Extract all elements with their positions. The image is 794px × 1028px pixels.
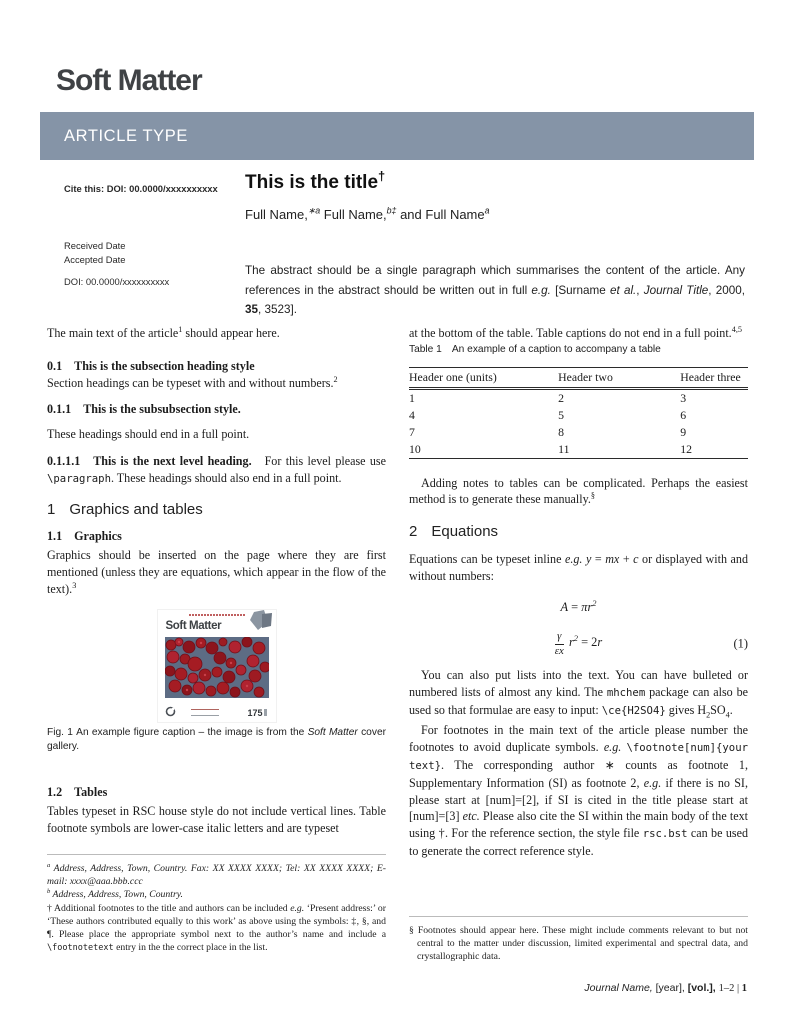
- fraction-numerator: γ: [555, 631, 564, 644]
- journal-cover-image: [158, 610, 276, 722]
- table-cell: 12: [680, 441, 692, 456]
- table-cell: 1: [409, 391, 415, 406]
- doi: DOI: 00.0000/xxxxxxxxxx: [64, 276, 170, 287]
- cover-masthead-microtext: [189, 614, 245, 616]
- fraction-denominator: εx: [554, 644, 564, 657]
- table-cell: 9: [680, 424, 687, 439]
- table-cell: 3: [680, 391, 687, 406]
- cover-page-number: 175: [247, 705, 266, 722]
- footnote-section-symbol: § Footnotes should appear here. These might include comments relevant to but not central to the matter under discussion, limited experimental and spectral data, and crystallographic data.: [409, 925, 748, 963]
- cover-artwork: [165, 637, 269, 698]
- paragraph-adding-notes: Adding notes to tables can be complicated. Perhaps the easiest method is to generate these manually.§: [409, 475, 748, 507]
- page-footer: Journal Name, [year], [vol.], 1–2 | 1: [584, 982, 747, 994]
- author-footnotes: [47, 854, 386, 955]
- article-type-banner: ARTICLE TYPE: [40, 112, 754, 160]
- table-1-caption: Table 1 An example of a caption to accompany a table: [409, 343, 661, 355]
- paragraph-next-level: 0.1.1.1 This is the next level heading. For this level please use \paragraph. These headings should also end in a full point.: [47, 453, 387, 485]
- table-row: [409, 389, 748, 407]
- paragraph-table-captions: at the bottom of the table. Table captions do not end in a full point.$^{4,5}$: [409, 324, 742, 340]
- paragraph-section-headings: Section headings can be typeset with and without numbers.$^2$: [47, 374, 338, 390]
- table-cell: 5: [558, 408, 565, 423]
- table-cell: 10: [409, 441, 421, 456]
- cover-imprint-microtext: [191, 709, 219, 716]
- cover-footer: [165, 705, 269, 718]
- table-cell: 2: [558, 391, 565, 406]
- paragraph-graphics: Graphics should be inserted on the page where they are first mentioned (unless they are equations, which appear in the flow of the text).$^3$: [47, 548, 386, 596]
- heading-graphics: 1.1 Graphics: [47, 529, 122, 544]
- figure-1: [47, 610, 386, 727]
- equation-1-number: (1): [733, 636, 748, 651]
- paragraph-lists: You can also put lists into the text. You can have bulleted or numbered lists of almost any kind. The mhchem package can also be used so that formulae are easy to input: \ce{H2SO4} gives $H_2SO_4$.: [409, 668, 749, 720]
- table-cell: 7: [409, 424, 415, 439]
- author-list: Full Name,$^{∗a}$ Full Name,$^{b\ddagger}$ and Full Name$^a$: [245, 205, 490, 222]
- table-column-header: Header two: [558, 367, 680, 389]
- table-cell: 8: [558, 424, 565, 439]
- received-date: Received Date: [64, 240, 126, 251]
- table-cell: 4: [409, 408, 415, 423]
- table-column-header: Header one (units): [409, 367, 558, 389]
- paragraph-full-point: These headings should end in a full point.: [47, 427, 250, 442]
- equation-1-body: $r^2 = 2r$: [568, 632, 603, 649]
- paragraph-footnote-numbering: For footnotes in the main text of the article please number the footnotes to avoid duplicate symbols. e.g. \footnote[num]{your text}. The corresponding author ∗ counts as footnote 1, Supplementary Information (SI) as footnote 2, e.g. if there is no SI, please start at [num]=[2], if SI is cited in the title please start at [num]=[3] etc. Please also cite the SI within the main body of the text using †. For the reference section, the style file rsc.bst can be used to generate the correct reference style.: [409, 723, 748, 858]
- table-1: [409, 367, 748, 459]
- equation-unnumbered: [409, 599, 748, 616]
- cover-title: Soft Matter: [165, 619, 222, 632]
- paragraph-intro: The main text of the article$^1$ should appear here.: [47, 324, 280, 340]
- cover-art-shape: [238, 610, 274, 638]
- accepted-date: Accepted Date: [64, 254, 126, 265]
- paragraph-equations-intro: Equations can be typeset inline e.g. y = mx + c or displayed with and without numbers:: [409, 551, 748, 583]
- table-cell: 11: [558, 441, 570, 456]
- table-cell: 6: [680, 408, 687, 423]
- table-row: [409, 407, 748, 424]
- equation-unnumbered-body: $A = \pi r^2$: [560, 597, 597, 614]
- cite-doi: Cite this: DOI: 00.0000/xxxxxxxxxx: [64, 183, 218, 194]
- table-column-header: Header three: [680, 367, 748, 389]
- figure-1-caption: Fig. 1 An example figure caption – the image is from the Soft Matter cover gallery.: [47, 727, 387, 753]
- footnote-address-a: $^a$ Address, Address, Town, Country. Fax: XX XXXX XXXX; Tel: XX XXXX XXXX; E-mail: xxxx@aaa.bbb.ccc: [47, 861, 386, 888]
- footnote-address-b: $^b$ Address, Address, Town, Country.: [47, 888, 183, 901]
- heading-subsection: 0.1 This is the subsection heading style: [47, 358, 255, 373]
- section-equations: 2 Equations: [409, 523, 499, 541]
- abstract: The abstract should be a single paragraph which summarises the content of the article. Any references in the abstract should be written out in full e.g. [Surname et al., Journal Title, 2000, 35, 3523].: [245, 264, 746, 316]
- footnote-dagger: † Additional footnotes to the title and authors can be included e.g. ‘Present address:’ or ‘These authors contributed equally to this work’ as above using the symbols: ‡, §, and ¶. Please place the appropriate symbol next to the author’s name and include a \footnotetext entry in the the correct place in the list.: [47, 902, 386, 954]
- right-column: [409, 325, 748, 860]
- equation-1-fraction: [555, 631, 564, 657]
- article-title: This is the title†: [245, 168, 386, 193]
- table-row: [409, 441, 748, 458]
- table-row: [409, 424, 748, 441]
- section-graphics-and-tables: 1 Graphics and tables: [47, 500, 203, 518]
- rsc-logo-icon: [165, 706, 187, 717]
- heading-tables: 1.2 Tables: [47, 785, 108, 800]
- paragraph-tables: Tables typeset in RSC house style do not include vertical lines. Table footnote symbols are lower-case italic letters and are typeset: [47, 804, 386, 835]
- cover-page-bar: [264, 709, 267, 716]
- table-body: [409, 389, 748, 458]
- table-header-row: [409, 367, 748, 389]
- journal-logo: Soft Matter: [56, 64, 202, 97]
- equation-1: [409, 631, 748, 657]
- heading-subsubsection: 0.1.1 This is the subsubsection style.: [47, 402, 241, 417]
- text-footnotes: [409, 916, 748, 964]
- left-column: [47, 325, 386, 837]
